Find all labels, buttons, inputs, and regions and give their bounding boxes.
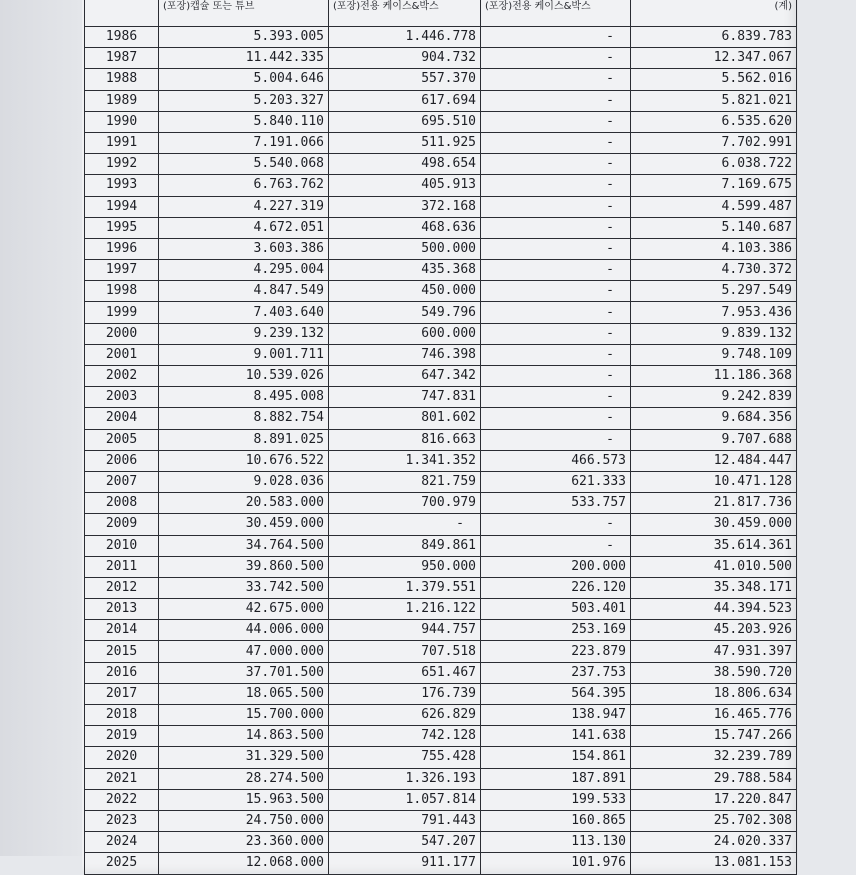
total-cell: 25.702.308 — [631, 810, 797, 831]
total-cell: 9.242.839 — [631, 387, 797, 408]
capsule-tube-cell: 8.882.754 — [159, 408, 329, 429]
case-box-cell: 1.216.122 — [329, 599, 481, 620]
year-cell: 2021 — [85, 768, 159, 789]
capsule-tube-cell: 5.540.068 — [159, 154, 329, 175]
case-box-extra-cell: - — [481, 69, 631, 90]
total-cell: 35.614.361 — [631, 535, 797, 556]
total-cell: 6.839.783 — [631, 27, 797, 48]
case-box-cell: 1.446.778 — [329, 27, 481, 48]
case-box-cell: 755.428 — [329, 747, 481, 768]
capsule-tube-cell: 6.763.762 — [159, 175, 329, 196]
case-box-cell: 176.739 — [329, 683, 481, 704]
table-row — [85, 175, 797, 196]
case-box-extra-cell: - — [481, 175, 631, 196]
total-cell: 15.747.266 — [631, 726, 797, 747]
capsule-tube-cell: 33.742.500 — [159, 577, 329, 598]
capsule-tube-cell: 47.000.000 — [159, 641, 329, 662]
case-box-extra-cell: 223.879 — [481, 641, 631, 662]
case-box-cell: 450.000 — [329, 281, 481, 302]
capsule-tube-cell: 10.539.026 — [159, 366, 329, 387]
case-box-extra-cell: - — [481, 196, 631, 217]
case-box-cell: 600.000 — [329, 323, 481, 344]
case-box-extra-cell: - — [481, 387, 631, 408]
capsule-tube-cell: 18.065.500 — [159, 683, 329, 704]
case-box-extra-cell: - — [481, 366, 631, 387]
total-cell: 7.702.991 — [631, 132, 797, 153]
case-box-cell: 950.000 — [329, 556, 481, 577]
year-cell: 2000 — [85, 323, 159, 344]
capsule-tube-cell: 28.274.500 — [159, 768, 329, 789]
year-cell: 2002 — [85, 366, 159, 387]
total-cell: 9.684.356 — [631, 408, 797, 429]
case-box-cell: 1.341.352 — [329, 450, 481, 471]
capsule-tube-cell: 15.700.000 — [159, 705, 329, 726]
total-cell: 21.817.736 — [631, 493, 797, 514]
case-box-extra-cell: - — [481, 302, 631, 323]
case-box-cell: 647.342 — [329, 366, 481, 387]
total-cell: 12.347.067 — [631, 48, 797, 69]
table-row — [85, 27, 797, 48]
table-row — [85, 48, 797, 69]
total-cell: 4.599.487 — [631, 196, 797, 217]
total-cell: 16.465.776 — [631, 705, 797, 726]
year-cell: 2007 — [85, 471, 159, 492]
case-box-cell: 1.379.551 — [329, 577, 481, 598]
case-box-cell: 549.796 — [329, 302, 481, 323]
case-box-extra-cell: - — [481, 238, 631, 259]
case-box-extra-cell: 154.861 — [481, 747, 631, 768]
case-box-cell: 695.510 — [329, 111, 481, 132]
year-cell: 2011 — [85, 556, 159, 577]
year-cell: 2015 — [85, 641, 159, 662]
total-cell: 5.821.021 — [631, 90, 797, 111]
table-row — [85, 705, 797, 726]
case-box-extra-cell: 621.333 — [481, 471, 631, 492]
case-box-cell: - — [329, 514, 481, 535]
total-cell: 4.103.386 — [631, 238, 797, 259]
year-cell: 2004 — [85, 408, 159, 429]
case-box-cell: 791.443 — [329, 810, 481, 831]
table-row — [85, 154, 797, 175]
capsule-tube-cell: 42.675.000 — [159, 599, 329, 620]
case-box-extra-cell: - — [481, 48, 631, 69]
total-cell: 9.707.688 — [631, 429, 797, 450]
case-box-extra-cell: 141.638 — [481, 726, 631, 747]
total-cell: 24.020.337 — [631, 832, 797, 853]
year-cell: 1990 — [85, 111, 159, 132]
case-box-extra-cell: - — [481, 260, 631, 281]
year-cell: 2018 — [85, 705, 159, 726]
case-box-cell: 468.636 — [329, 217, 481, 238]
case-box-cell: 500.000 — [329, 238, 481, 259]
capsule-tube-cell: 30.459.000 — [159, 514, 329, 535]
table-row — [85, 768, 797, 789]
total-cell: 6.535.620 — [631, 111, 797, 132]
capsule-tube-cell: 24.750.000 — [159, 810, 329, 831]
year-cell: 2012 — [85, 577, 159, 598]
case-box-extra-cell: 199.533 — [481, 789, 631, 810]
header-case-box-1: (포장)전용 케이스&박스 — [329, 0, 481, 27]
case-box-extra-cell: - — [481, 323, 631, 344]
year-cell: 2005 — [85, 429, 159, 450]
year-cell: 2019 — [85, 726, 159, 747]
year-cell: 1996 — [85, 238, 159, 259]
total-cell: 11.186.368 — [631, 366, 797, 387]
capsule-tube-cell: 23.360.000 — [159, 832, 329, 853]
capsule-tube-cell: 15.963.500 — [159, 789, 329, 810]
capsule-tube-cell: 5.203.327 — [159, 90, 329, 111]
year-cell: 2006 — [85, 450, 159, 471]
total-cell: 47.931.397 — [631, 641, 797, 662]
page-margin — [0, 0, 82, 856]
header-total: (계) — [631, 0, 797, 27]
total-cell: 7.169.675 — [631, 175, 797, 196]
case-box-extra-cell: 187.891 — [481, 768, 631, 789]
year-cell: 2009 — [85, 514, 159, 535]
table-row — [85, 471, 797, 492]
case-box-cell: 511.925 — [329, 132, 481, 153]
table-body — [85, 27, 797, 875]
year-cell: 2024 — [85, 832, 159, 853]
capsule-tube-cell: 9.239.132 — [159, 323, 329, 344]
total-cell: 10.471.128 — [631, 471, 797, 492]
total-cell: 38.590.720 — [631, 662, 797, 683]
case-box-cell: 707.518 — [329, 641, 481, 662]
capsule-tube-cell: 7.403.640 — [159, 302, 329, 323]
total-cell: 45.203.926 — [631, 620, 797, 641]
capsule-tube-cell: 31.329.500 — [159, 747, 329, 768]
table-row — [85, 429, 797, 450]
case-box-extra-cell: 466.573 — [481, 450, 631, 471]
year-cell: 1998 — [85, 281, 159, 302]
data-table — [84, 0, 797, 875]
table-row — [85, 514, 797, 535]
case-box-extra-cell: 226.120 — [481, 577, 631, 598]
case-box-extra-cell: 113.130 — [481, 832, 631, 853]
table-row — [85, 641, 797, 662]
case-box-cell: 746.398 — [329, 344, 481, 365]
total-cell: 13.081.153 — [631, 853, 797, 874]
capsule-tube-cell: 44.006.000 — [159, 620, 329, 641]
table-row — [85, 344, 797, 365]
table-row — [85, 556, 797, 577]
case-box-extra-cell: - — [481, 111, 631, 132]
capsule-tube-cell: 5.840.110 — [159, 111, 329, 132]
table-row — [85, 599, 797, 620]
case-box-extra-cell: - — [481, 514, 631, 535]
table-row — [85, 366, 797, 387]
case-box-cell: 816.663 — [329, 429, 481, 450]
total-cell: 30.459.000 — [631, 514, 797, 535]
total-cell: 18.806.634 — [631, 683, 797, 704]
capsule-tube-cell: 20.583.000 — [159, 493, 329, 514]
capsule-tube-cell: 9.028.036 — [159, 471, 329, 492]
case-box-extra-cell: 160.865 — [481, 810, 631, 831]
total-cell: 6.038.722 — [631, 154, 797, 175]
case-box-cell: 405.913 — [329, 175, 481, 196]
table-row — [85, 260, 797, 281]
case-box-cell: 435.368 — [329, 260, 481, 281]
total-cell: 29.788.584 — [631, 768, 797, 789]
case-box-extra-cell: - — [481, 408, 631, 429]
case-box-cell: 747.831 — [329, 387, 481, 408]
table-row — [85, 302, 797, 323]
table-row — [85, 789, 797, 810]
capsule-tube-cell: 10.676.522 — [159, 450, 329, 471]
case-box-cell: 498.654 — [329, 154, 481, 175]
case-box-extra-cell: - — [481, 344, 631, 365]
case-box-cell: 742.128 — [329, 726, 481, 747]
table-row — [85, 620, 797, 641]
table-row — [85, 387, 797, 408]
capsule-tube-cell: 14.863.500 — [159, 726, 329, 747]
capsule-tube-cell: 39.860.500 — [159, 556, 329, 577]
header-year — [85, 0, 159, 27]
table-row — [85, 408, 797, 429]
capsule-tube-cell: 5.393.005 — [159, 27, 329, 48]
case-box-cell: 617.694 — [329, 90, 481, 111]
year-cell: 2001 — [85, 344, 159, 365]
total-cell: 17.220.847 — [631, 789, 797, 810]
table-row — [85, 323, 797, 344]
year-cell: 2008 — [85, 493, 159, 514]
case-box-cell: 1.057.814 — [329, 789, 481, 810]
capsule-tube-cell: 4.672.051 — [159, 217, 329, 238]
capsule-tube-cell: 8.891.025 — [159, 429, 329, 450]
year-cell: 1987 — [85, 48, 159, 69]
total-cell: 35.348.171 — [631, 577, 797, 598]
capsule-tube-cell: 3.603.386 — [159, 238, 329, 259]
case-box-cell: 651.467 — [329, 662, 481, 683]
year-cell: 1989 — [85, 90, 159, 111]
case-box-extra-cell: 503.401 — [481, 599, 631, 620]
header-capsule-tube: (포장)캡슐 또는 튜브 — [159, 0, 329, 27]
capsule-tube-cell: 12.068.000 — [159, 853, 329, 874]
total-cell: 12.484.447 — [631, 450, 797, 471]
capsule-tube-cell: 9.001.711 — [159, 344, 329, 365]
year-cell: 1997 — [85, 260, 159, 281]
case-box-extra-cell: 237.753 — [481, 662, 631, 683]
table-row — [85, 535, 797, 556]
table-row — [85, 810, 797, 831]
year-cell: 1992 — [85, 154, 159, 175]
case-box-extra-cell: 533.757 — [481, 493, 631, 514]
table-row — [85, 281, 797, 302]
year-cell: 1993 — [85, 175, 159, 196]
total-cell: 44.394.523 — [631, 599, 797, 620]
year-cell: 2013 — [85, 599, 159, 620]
table-row — [85, 577, 797, 598]
total-cell: 32.239.789 — [631, 747, 797, 768]
header-case-box-2: (포장)전용 케이스&박스 — [481, 0, 631, 27]
capsule-tube-cell: 4.227.319 — [159, 196, 329, 217]
table-row — [85, 493, 797, 514]
case-box-extra-cell: 101.976 — [481, 853, 631, 874]
table-row — [85, 90, 797, 111]
total-cell: 5.140.687 — [631, 217, 797, 238]
capsule-tube-cell: 11.442.335 — [159, 48, 329, 69]
table-row — [85, 662, 797, 683]
table-row — [85, 69, 797, 90]
year-cell: 1995 — [85, 217, 159, 238]
capsule-tube-cell: 8.495.008 — [159, 387, 329, 408]
table-row — [85, 217, 797, 238]
year-cell: 2010 — [85, 535, 159, 556]
capsule-tube-cell: 34.764.500 — [159, 535, 329, 556]
table-row — [85, 196, 797, 217]
total-cell: 7.953.436 — [631, 302, 797, 323]
case-box-extra-cell: 564.395 — [481, 683, 631, 704]
total-cell: 5.297.549 — [631, 281, 797, 302]
capsule-tube-cell: 5.004.646 — [159, 69, 329, 90]
capsule-tube-cell: 4.295.004 — [159, 260, 329, 281]
case-box-extra-cell: 253.169 — [481, 620, 631, 641]
case-box-extra-cell: - — [481, 281, 631, 302]
case-box-cell: 801.602 — [329, 408, 481, 429]
year-cell: 2020 — [85, 747, 159, 768]
total-cell: 4.730.372 — [631, 260, 797, 281]
total-cell: 9.839.132 — [631, 323, 797, 344]
case-box-cell: 944.757 — [329, 620, 481, 641]
case-box-extra-cell: - — [481, 154, 631, 175]
capsule-tube-cell: 37.701.500 — [159, 662, 329, 683]
year-cell: 1986 — [85, 27, 159, 48]
year-cell: 2022 — [85, 789, 159, 810]
case-box-cell: 557.370 — [329, 69, 481, 90]
year-cell: 2016 — [85, 662, 159, 683]
case-box-extra-cell: - — [481, 27, 631, 48]
table-row — [85, 832, 797, 853]
case-box-cell: 1.326.193 — [329, 768, 481, 789]
table-row — [85, 132, 797, 153]
year-cell: 2014 — [85, 620, 159, 641]
capsule-tube-cell: 7.191.066 — [159, 132, 329, 153]
year-cell: 2025 — [85, 853, 159, 874]
header-row — [85, 0, 797, 27]
case-box-cell: 700.979 — [329, 493, 481, 514]
capsule-tube-cell: 4.847.549 — [159, 281, 329, 302]
table-row — [85, 111, 797, 132]
year-cell: 2017 — [85, 683, 159, 704]
case-box-cell: 849.861 — [329, 535, 481, 556]
year-cell: 1994 — [85, 196, 159, 217]
case-box-extra-cell: - — [481, 90, 631, 111]
case-box-cell: 821.759 — [329, 471, 481, 492]
case-box-cell: 626.829 — [329, 705, 481, 726]
table-row — [85, 726, 797, 747]
year-cell: 2023 — [85, 810, 159, 831]
case-box-cell: 547.207 — [329, 832, 481, 853]
total-cell: 41.010.500 — [631, 556, 797, 577]
case-box-cell: 911.177 — [329, 853, 481, 874]
table-row — [85, 238, 797, 259]
case-box-cell: 904.732 — [329, 48, 481, 69]
table-row — [85, 450, 797, 471]
case-box-extra-cell: 138.947 — [481, 705, 631, 726]
case-box-extra-cell: - — [481, 429, 631, 450]
year-cell: 2003 — [85, 387, 159, 408]
case-box-extra-cell: - — [481, 132, 631, 153]
total-cell: 9.748.109 — [631, 344, 797, 365]
total-cell: 5.562.016 — [631, 69, 797, 90]
case-box-extra-cell: 200.000 — [481, 556, 631, 577]
case-box-cell: 372.168 — [329, 196, 481, 217]
table-row — [85, 683, 797, 704]
case-box-extra-cell: - — [481, 217, 631, 238]
year-cell: 1988 — [85, 69, 159, 90]
table-row — [85, 747, 797, 768]
year-cell: 1999 — [85, 302, 159, 323]
year-cell: 1991 — [85, 132, 159, 153]
case-box-extra-cell: - — [481, 535, 631, 556]
